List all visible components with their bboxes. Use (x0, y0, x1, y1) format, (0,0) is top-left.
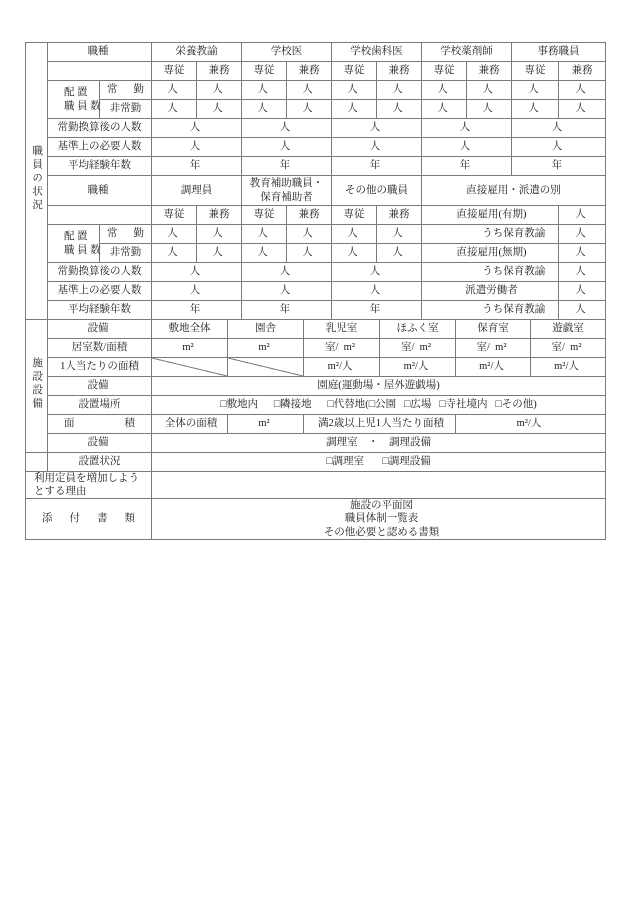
subheader2-kenmu-2: 兼務 (287, 206, 332, 225)
reason-input-area[interactable] (152, 472, 606, 499)
yard-total-area-label: 全体の面積 (152, 415, 228, 434)
subheader-senju-4: 専従 (422, 62, 467, 81)
cell2-regular-1-kenmu[interactable]: 人 (197, 225, 242, 244)
cell-required-5[interactable]: 人 (512, 138, 606, 157)
table-row (26, 100, 606, 119)
cell2-irregular-3-kenmu[interactable]: 人 (377, 244, 422, 263)
reason-label: 利用定員を増加しよう とする理由 (26, 472, 152, 499)
table-row (26, 453, 606, 472)
yard-area-label: 面 積 (48, 415, 152, 434)
cell-irregular-4-kenmu[interactable]: 人 (467, 100, 512, 119)
table-row (26, 138, 606, 157)
staff-status-table (25, 42, 606, 320)
placement-count-label-2: 配 置 職 員 数 (48, 225, 100, 263)
yard-location-label: 設置場所 (48, 396, 152, 415)
table-row (26, 301, 606, 320)
cell-irregular-4-senju[interactable]: 人 (422, 100, 467, 119)
facility-vertical-label-spacer (26, 453, 48, 472)
cell2-regular-2-senju[interactable]: 人 (242, 225, 287, 244)
cell-required-4[interactable]: 人 (422, 138, 512, 157)
kitchen-equipment-label: 設備 (48, 434, 152, 453)
subheader2-kenmu-3: 兼務 (377, 206, 422, 225)
row-label-rooms-area: 居室数/面積 (48, 339, 152, 358)
yard-total-area-value[interactable]: m² (228, 415, 304, 434)
cell2-regular-3-kenmu[interactable]: 人 (377, 225, 422, 244)
reason-and-attachments-table (25, 471, 606, 540)
cell2-required-2[interactable]: 人 (242, 282, 332, 301)
cell-converted-2[interactable]: 人 (242, 119, 332, 138)
yard-per-child-label: 満2歳以上児1人当たり面積 (304, 415, 456, 434)
employment-row-label-4: 派遣労働者 (422, 282, 559, 301)
cell-irregular-3-senju[interactable]: 人 (332, 100, 377, 119)
subheader2-senju-3: 専従 (332, 206, 377, 225)
cell2-avgyears-3[interactable]: 年 (332, 301, 422, 320)
yard-location-options (152, 396, 606, 415)
room-header-hoikushitsu: 保育室 (456, 320, 531, 339)
cell-required-1[interactable]: 人 (152, 138, 242, 157)
room-header-hofukushitsu: ほふく室 (380, 320, 456, 339)
subheader-kenmu-1: 兼務 (197, 62, 242, 81)
subheader-kenmu-3: 兼務 (377, 62, 422, 81)
cell-perperson-hoikushitsu[interactable]: m²/人 (456, 358, 531, 377)
cell-regular-5-kenmu[interactable]: 人 (559, 81, 606, 100)
spacer-cell-2 (48, 206, 152, 225)
subheader2-senju-1: 専従 (152, 206, 197, 225)
facility-equipment-table (25, 319, 606, 472)
cell-avgyears-1[interactable]: 年 (152, 157, 242, 176)
job-type-header-label: 職種 (48, 43, 152, 62)
job-type-shikai: 学校歯科医 (332, 43, 422, 62)
row-label-regular: 常 勤 (100, 81, 152, 100)
room-header-shikichi: 敷地全体 (152, 320, 228, 339)
employment-row-value-4[interactable]: 人 (559, 282, 606, 301)
cell-irregular-2-senju[interactable]: 人 (242, 100, 287, 119)
cell-irregular-5-senju[interactable]: 人 (512, 100, 559, 119)
table-row (26, 206, 606, 225)
job-type-gakkoui: 学校医 (242, 43, 332, 62)
employment-row-label-3: うち保育教諭 (467, 263, 559, 282)
kitchen-status-options (152, 453, 606, 472)
checkbox-chouriSetsubi[interactable]: □調理設備 (382, 456, 431, 468)
cell-perperson-yugishitsu[interactable]: m²/人 (531, 358, 606, 377)
cell-avgyears-2[interactable]: 年 (242, 157, 332, 176)
table-row (26, 415, 606, 434)
table-row (26, 225, 606, 244)
cell2-irregular-3-senju[interactable]: 人 (332, 244, 377, 263)
cell2-irregular-2-senju[interactable]: 人 (242, 244, 287, 263)
cell2-required-3[interactable]: 人 (332, 282, 422, 301)
facility-section-vertical-label: 施設設備 (26, 320, 48, 453)
list-item: 施設の平面図 (350, 500, 413, 512)
checkbox-daitaichi[interactable]: □代替地(□公園 (327, 399, 397, 411)
employment-indent-3 (422, 263, 467, 282)
cell-regular-1-kenmu[interactable]: 人 (197, 81, 242, 100)
yard-equipment-value: 園庭(運動場・屋外遊戯場) (152, 377, 606, 396)
job-type-yakuzaishi: 学校薬剤師 (422, 43, 512, 62)
table-row (26, 176, 606, 206)
cell-area-ensha[interactable]: m² (228, 339, 304, 358)
table-row (26, 499, 606, 539)
job-type-hojo: 教育補助職員・ 保育補助者 (242, 176, 332, 206)
cell-perperson-nyujishitsu[interactable]: m²/人 (304, 358, 380, 377)
cell-area-hofukushitsu[interactable]: 室/ m² (380, 339, 456, 358)
employment-row-value-2[interactable]: 人 (559, 244, 606, 263)
cell-perperson-shikichi-na (152, 358, 228, 377)
table-row (26, 396, 606, 415)
cell-regular-2-kenmu[interactable]: 人 (287, 81, 332, 100)
table-row (26, 43, 606, 62)
form-sheet (25, 42, 605, 540)
cell-converted-1[interactable]: 人 (152, 119, 242, 138)
job-type-eiyou: 栄養教諭 (152, 43, 242, 62)
cell2-regular-1-senju[interactable]: 人 (152, 225, 197, 244)
cell-converted-4[interactable]: 人 (422, 119, 512, 138)
cell2-irregular-1-senju[interactable]: 人 (152, 244, 197, 263)
spacer-cell (48, 62, 152, 81)
placement-count-label: 配 置 職 員 数 (48, 81, 100, 119)
list-item: その他必要と認める書類 (323, 526, 440, 538)
staff-section-vertical-label: 職員の状況 (26, 43, 48, 320)
checkbox-shikichinai[interactable]: □敷地内 (220, 399, 259, 411)
checkbox-chouriShitsu[interactable]: □調理室 (326, 456, 365, 468)
employment-row-value-3[interactable]: 人 (559, 263, 606, 282)
row-label-converted-2: 常勤換算後の人数 (48, 263, 152, 282)
cell-area-yugishitsu[interactable]: 室/ m² (531, 339, 606, 358)
subheader2-senju-2: 専従 (242, 206, 287, 225)
cell-avgyears-4[interactable]: 年 (422, 157, 512, 176)
subheader-kenmu-4: 兼務 (467, 62, 512, 81)
table-row (26, 157, 606, 176)
cell-irregular-5-kenmu[interactable]: 人 (559, 100, 606, 119)
table-row (26, 339, 606, 358)
subheader-senju-2: 専従 (242, 62, 287, 81)
cell-regular-5-senju[interactable]: 人 (512, 81, 559, 100)
cell-irregular-2-kenmu[interactable]: 人 (287, 100, 332, 119)
subheader-senju-1: 専従 (152, 62, 197, 81)
cell-irregular-3-kenmu[interactable]: 人 (377, 100, 422, 119)
row-label-required: 基準上の必要人数 (48, 138, 152, 157)
cell-regular-3-senju[interactable]: 人 (332, 81, 377, 100)
cell-irregular-1-senju[interactable]: 人 (152, 100, 197, 119)
row-label-per-person-area: 1人当たりの面積 (48, 358, 152, 377)
employment-row-value-5[interactable]: 人 (559, 301, 606, 320)
table-row (26, 472, 606, 499)
room-header-ensha: 園舎 (228, 320, 304, 339)
table-row (26, 358, 606, 377)
checkbox-sonota[interactable]: □その他) (495, 399, 537, 411)
job-type-jimu: 事務職員 (512, 43, 606, 62)
cell2-regular-3-senju[interactable]: 人 (332, 225, 377, 244)
subheader-kenmu-5: 兼務 (559, 62, 606, 81)
cell2-irregular-2-kenmu[interactable]: 人 (287, 244, 332, 263)
cell-converted-3[interactable]: 人 (332, 119, 422, 138)
table-row (26, 377, 606, 396)
cell2-converted-3[interactable]: 人 (332, 263, 422, 282)
cell-regular-4-kenmu[interactable]: 人 (467, 81, 512, 100)
cell-regular-3-kenmu[interactable]: 人 (377, 81, 422, 100)
attachments-list (152, 499, 606, 539)
cell-regular-4-senju[interactable]: 人 (422, 81, 467, 100)
cell-perperson-hofukushitsu[interactable]: m²/人 (380, 358, 456, 377)
cell-avgyears-3[interactable]: 年 (332, 157, 422, 176)
employment-row-value-0[interactable]: 人 (559, 206, 606, 225)
table-row (26, 434, 606, 453)
cell-perperson-ensha-na (228, 358, 304, 377)
room-header-nyujishitsu: 乳児室 (304, 320, 380, 339)
cell2-irregular-1-kenmu[interactable]: 人 (197, 244, 242, 263)
cell-avgyears-5[interactable]: 年 (512, 157, 606, 176)
checkbox-rinsetsuchi[interactable]: □隣接地 (273, 399, 312, 411)
cell-regular-1-senju[interactable]: 人 (152, 81, 197, 100)
subheader-kenmu-2: 兼務 (287, 62, 332, 81)
row-label-irregular: 非常勤 (100, 100, 152, 119)
row-label-converted: 常勤換算後の人数 (48, 119, 152, 138)
cell2-required-1[interactable]: 人 (152, 282, 242, 301)
row-label-required-2: 基準上の必要人数 (48, 282, 152, 301)
row-label-avg-years: 平均経験年数 (48, 157, 152, 176)
employment-row-label-2: 直接雇用(無期) (422, 244, 559, 263)
cell2-avgyears-1[interactable]: 年 (152, 301, 242, 320)
table-row (26, 62, 606, 81)
table-row (26, 263, 606, 282)
checkbox-kouen[interactable]: □広場 (403, 399, 432, 411)
employment-row-value-1[interactable]: 人 (559, 225, 606, 244)
yard-per-child-value[interactable]: m²/人 (456, 415, 606, 434)
row-label-regular-2: 常 勤 (100, 225, 152, 244)
subheader-senju-5: 専従 (512, 62, 559, 81)
table-row (26, 320, 606, 339)
table-row (26, 282, 606, 301)
room-header-yugishitsu: 遊戯室 (531, 320, 606, 339)
cell-irregular-1-kenmu[interactable]: 人 (197, 100, 242, 119)
employment-type-header: 直接雇用・派遣の別 (422, 176, 606, 206)
cell-area-hoikushitsu[interactable]: 室/ m² (456, 339, 531, 358)
kitchen-equipment-value: 調理室 ・ 調理設備 (152, 434, 606, 453)
table-row (26, 81, 606, 100)
cell2-converted-1[interactable]: 人 (152, 263, 242, 282)
cell-required-2[interactable]: 人 (242, 138, 332, 157)
cell2-converted-2[interactable]: 人 (242, 263, 332, 282)
equipment-header-label: 設備 (48, 320, 152, 339)
table-row (26, 119, 606, 138)
kitchen-status-label: 設置状況 (48, 453, 152, 472)
cell-area-shikichi[interactable]: m² (152, 339, 228, 358)
cell-required-3[interactable]: 人 (332, 138, 422, 157)
job-type-header-label-2: 職種 (48, 176, 152, 206)
cell-regular-2-senju[interactable]: 人 (242, 81, 287, 100)
job-type-sonota: その他の職員 (332, 176, 422, 206)
row-label-avg-years-2: 平均経験年数 (48, 301, 152, 320)
attachments-label: 添 付 書 類 (26, 499, 152, 539)
employment-row-label-1: うち保育教諭 (467, 225, 559, 244)
employment-indent-1 (422, 225, 467, 244)
employment-indent-5 (422, 301, 467, 320)
table-row (26, 244, 606, 263)
list-item: 職員体制一覧表 (344, 513, 419, 525)
cell-converted-5[interactable]: 人 (512, 119, 606, 138)
checkbox-hiroba[interactable]: □寺社境内 (439, 399, 488, 411)
job-type-chourin: 調理員 (152, 176, 242, 206)
yard-equipment-label: 設備 (48, 377, 152, 396)
cell-area-nyujishitsu[interactable]: 室/ m² (304, 339, 380, 358)
cell2-avgyears-2[interactable]: 年 (242, 301, 332, 320)
subheader2-kenmu-1: 兼務 (197, 206, 242, 225)
employment-row-label-0: 直接雇用(有期) (422, 206, 559, 225)
employment-row-label-5: うち保育教諭 (467, 301, 559, 320)
row-label-irregular-2: 非常勤 (100, 244, 152, 263)
subheader-senju-3: 専従 (332, 62, 377, 81)
cell2-regular-2-kenmu[interactable]: 人 (287, 225, 332, 244)
